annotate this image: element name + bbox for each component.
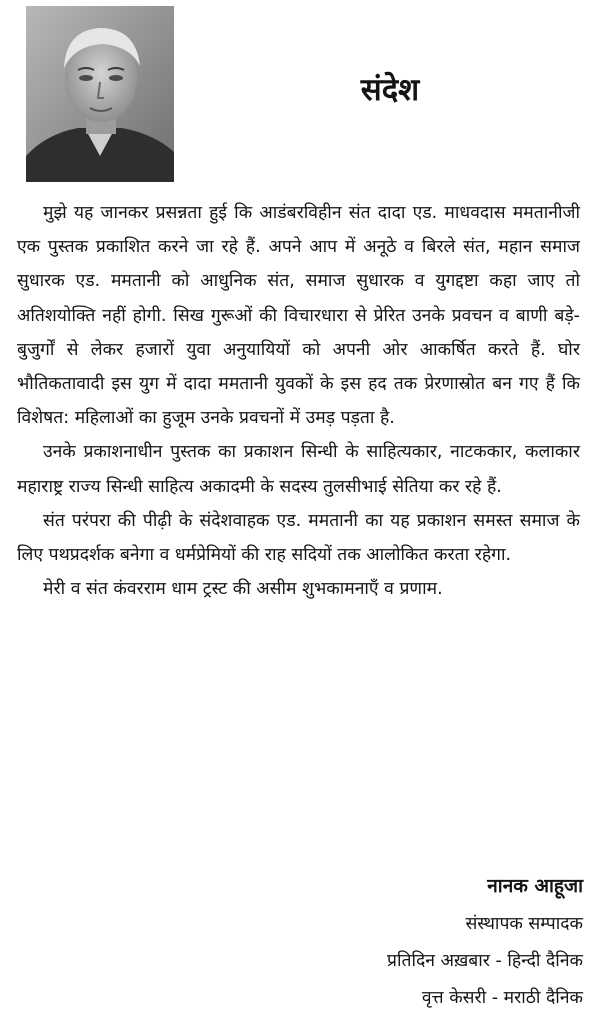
signatory-designation: संस्थापक सम्पादक (465, 914, 583, 934)
signatory-name: नानक आहूजा (487, 875, 583, 897)
signatory-organization: वृत्त केसरी - मराठी दैनिक (421, 988, 583, 1008)
author-portrait (26, 6, 174, 182)
message-body (17, 196, 580, 606)
portrait-image (26, 6, 174, 182)
signatory-organization: प्रतिदिन अख़बार - हिन्दी दैनिक (387, 951, 583, 971)
message-paragraph: उनके प्रकाशनाधीन पुस्तक का प्रकाशन सिन्धी के साहित्यकार, नाटककार, कलाकार महाराष्ट्र राज्य सिन्धी साहित्य अकादमी के सदस्य तुलसीभाई सेतिया कर रहे हैं. (17, 442, 580, 497)
signature-block (263, 866, 583, 1017)
message-paragraph: मेरी व संत कंवरराम धाम ट्रस्ट की असीम शुभकामनाएँ व प्रणाम. (43, 579, 443, 600)
message-paragraph: संत परंपरा की पीढ़ी के संदेशवाहक एड. ममतानी का यह प्रकाशन समस्त समाज के लिए पथप्रदर्शक बनेगा व धर्मप्रेमियों की राह सदियों तक आलोकित करता रहेगा. (17, 510, 580, 566)
page-title: संदेश (360, 72, 420, 108)
message-paragraph: मुझे यह जानकर प्रसन्नता हुई कि आडंबरविहीन संत दादा एड. माधवदास ममतानीजी एक पुस्तक प्रकाशित करने जा रहे हैं. अपने आप में अनूठे व बिरले संत, महान समाज सुधारक एड. ममतानी को आधुनिक संत, समाज सुधारक व युगद्दष्टा कहा जाए तो अतिशयोक्ति नहीं होगी. सिख गुरूओं की विचारधारा से प्रेरित उनके प्रवचन व बाणी बड़े-बुजुर्गों से लेकर हजारों युवा अनुयायियों को अपनी ओर आकर्षित करते हैं. घोर भौतिकतावादी इस युग में दादा ममतानी युवकों के इस हद तक प्रेरणास्रोत बन गए हैं कि विशेषत: महिलाओं का हुजूम उनके प्रवचनों में उमड़ पड़ता है. (17, 203, 580, 429)
